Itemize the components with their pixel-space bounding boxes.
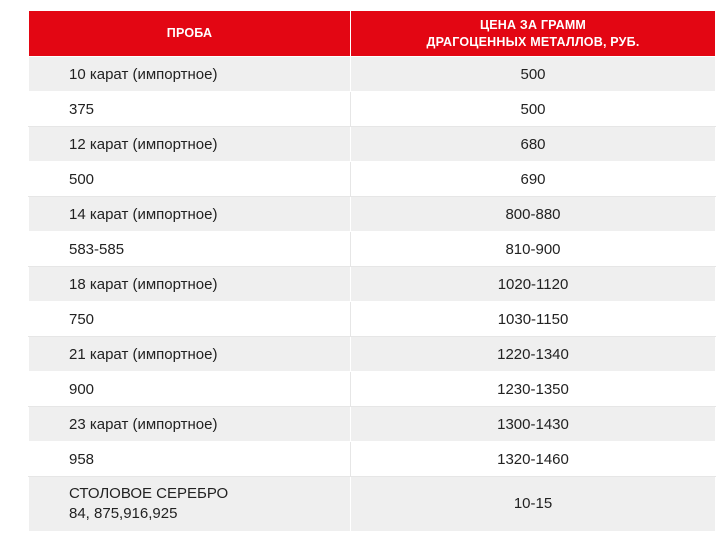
grade-cell: 10 карат (импортное) <box>29 57 351 92</box>
grade-cell-silver <box>29 477 351 532</box>
grade-cell: 18 карат (импортное) <box>29 267 351 302</box>
price-cell: 800-880 <box>351 197 716 232</box>
header-row <box>29 11 716 57</box>
grade-cell: 500 <box>29 162 351 197</box>
table-row <box>29 232 716 267</box>
price-table <box>28 11 716 532</box>
grade-cell: 21 карат (импортное) <box>29 337 351 372</box>
table-row-silver <box>29 477 716 532</box>
price-cell: 1220-1340 <box>351 337 716 372</box>
price-cell: 500 <box>351 57 716 92</box>
price-cell: 1300-1430 <box>351 407 716 442</box>
table-row <box>29 302 716 337</box>
price-cell: 1030-1150 <box>351 302 716 337</box>
table-row <box>29 127 716 162</box>
table-row <box>29 92 716 127</box>
grade-cell: 958 <box>29 442 351 477</box>
table-row <box>29 267 716 302</box>
grade-cell: 900 <box>29 372 351 407</box>
table-header <box>29 11 716 57</box>
grade-cell: 375 <box>29 92 351 127</box>
table-body <box>29 57 716 532</box>
grade-cell: 12 карат (импортное) <box>29 127 351 162</box>
table-row <box>29 162 716 197</box>
grade-cell: 750 <box>29 302 351 337</box>
table-row <box>29 407 716 442</box>
price-cell: 500 <box>351 92 716 127</box>
grade-cell: 14 карат (импортное) <box>29 197 351 232</box>
price-cell: 680 <box>351 127 716 162</box>
header-price <box>351 11 716 57</box>
silver-grade-line2: 84, 875,916,925 <box>69 505 178 522</box>
grade-cell: 23 карат (импортное) <box>29 407 351 442</box>
header-grade: ПРОБА <box>29 11 351 57</box>
table-row <box>29 372 716 407</box>
table-row <box>29 197 716 232</box>
price-cell: 810-900 <box>351 232 716 267</box>
price-cell: 1320-1460 <box>351 442 716 477</box>
grade-cell: 583-585 <box>29 232 351 267</box>
table-row <box>29 442 716 477</box>
price-cell: 1230-1350 <box>351 372 716 407</box>
silver-grade-line1: СТОЛОВОЕ СЕРЕБРО <box>69 485 229 502</box>
table-row <box>29 337 716 372</box>
table-row <box>29 57 716 92</box>
header-price-line2: ДРАГОЦЕННЫХ МЕТАЛЛОВ, РУБ. <box>426 34 640 49</box>
price-cell-silver: 10-15 <box>351 477 716 532</box>
price-cell: 1020-1120 <box>351 267 716 302</box>
price-cell: 690 <box>351 162 716 197</box>
header-price-line1: ЦЕНА ЗА ГРАММ <box>479 17 587 32</box>
